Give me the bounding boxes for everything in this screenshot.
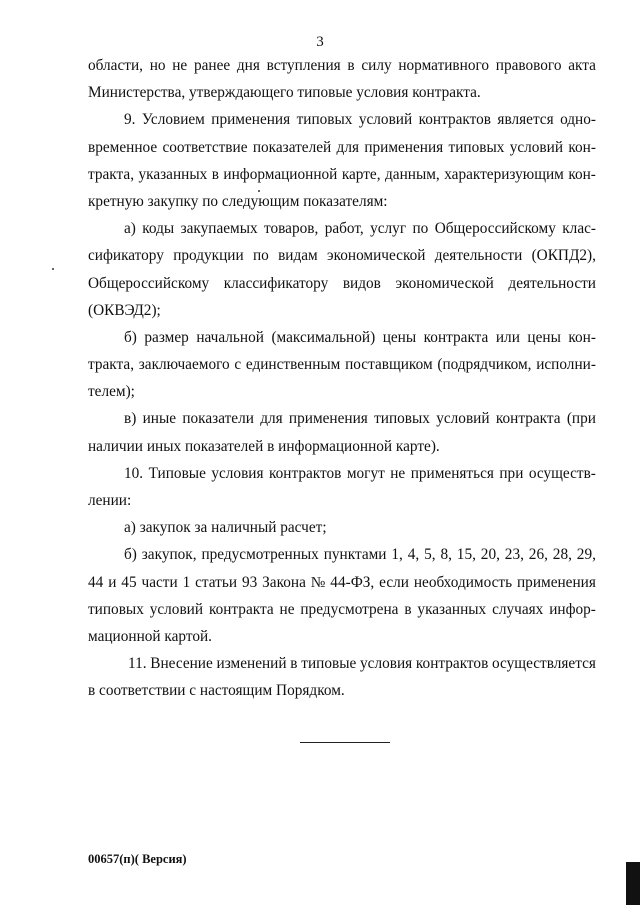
word: Условием bbox=[141, 111, 205, 129]
word: контрактов bbox=[418, 111, 491, 129]
word: Внесение bbox=[150, 655, 213, 673]
word: вступления bbox=[266, 57, 341, 74]
word: контрактов bbox=[415, 655, 489, 673]
text-line-content: (ОКВЭД2); bbox=[88, 301, 161, 319]
word: является bbox=[497, 111, 554, 129]
word: правового bbox=[495, 57, 562, 74]
word: тракта, bbox=[88, 356, 135, 374]
word: 44 bbox=[88, 573, 104, 591]
word: акта bbox=[568, 57, 596, 74]
word: нормативного bbox=[398, 57, 490, 74]
text-line bbox=[88, 215, 596, 242]
word: экономической bbox=[395, 274, 494, 292]
text-line bbox=[88, 378, 596, 405]
text-line bbox=[88, 324, 596, 351]
word: в bbox=[290, 655, 298, 673]
text-line bbox=[88, 106, 596, 133]
word: применяться bbox=[410, 464, 494, 482]
word: 15, bbox=[456, 546, 476, 564]
word: применения bbox=[211, 111, 291, 129]
word: тракта, bbox=[88, 165, 135, 183]
word: и bbox=[108, 573, 117, 591]
word: 44-ФЗ, bbox=[330, 573, 375, 591]
word: дня bbox=[236, 57, 260, 74]
page-number: 3 bbox=[316, 34, 324, 50]
word: с bbox=[234, 356, 242, 374]
text-line-content: телем); bbox=[88, 383, 135, 401]
word: или bbox=[495, 328, 520, 346]
word: 1, bbox=[391, 546, 403, 564]
text-line bbox=[88, 596, 596, 623]
word: Общероссийскому bbox=[434, 220, 556, 238]
text-line-content: Министерства, утверждающего типовые условия контракта. bbox=[88, 84, 481, 102]
word: изменений bbox=[216, 655, 287, 673]
word: в bbox=[347, 57, 355, 74]
word: по bbox=[252, 247, 269, 265]
word: типовых bbox=[88, 600, 144, 618]
word: по bbox=[412, 220, 429, 238]
word: для bbox=[336, 138, 359, 156]
word: 8, bbox=[440, 546, 452, 564]
word: (максимальной) bbox=[271, 328, 376, 346]
scan-edge-mark bbox=[626, 862, 640, 905]
word: (подрядчиком, bbox=[437, 356, 532, 374]
word: ранее bbox=[193, 57, 231, 74]
word: применения bbox=[517, 573, 596, 591]
word: условий bbox=[358, 111, 413, 129]
word: кон- bbox=[568, 138, 596, 156]
word: № bbox=[310, 573, 326, 591]
word: типовых bbox=[296, 111, 353, 129]
word: условий bbox=[509, 138, 564, 156]
document-footer-code: 00657(п)( Версия) bbox=[88, 852, 187, 866]
word: условий bbox=[436, 410, 490, 428]
word: 23, bbox=[504, 546, 524, 564]
word: применения bbox=[288, 410, 368, 428]
word: временное bbox=[88, 138, 158, 156]
word: сификатору bbox=[88, 247, 164, 265]
text-line-content: наличии иных показателей в информационной карте). bbox=[88, 437, 440, 455]
word: 4, bbox=[407, 546, 420, 564]
word: для bbox=[260, 410, 283, 428]
word: типовые bbox=[301, 655, 357, 673]
word: инфор- bbox=[549, 600, 596, 618]
text-line bbox=[88, 569, 596, 596]
text-line bbox=[88, 297, 596, 324]
word: исполни- bbox=[536, 356, 596, 374]
document-body bbox=[88, 52, 596, 705]
text-line bbox=[88, 541, 596, 568]
text-line bbox=[88, 270, 596, 297]
word: б) bbox=[124, 328, 137, 346]
word: закупок, bbox=[141, 546, 197, 564]
word: цены bbox=[382, 328, 417, 346]
word: классификатору bbox=[223, 274, 329, 292]
text-line-content: кретную закупку по следующим показателям: bbox=[88, 192, 388, 210]
scan-speck bbox=[52, 268, 54, 270]
word: услуг bbox=[370, 220, 407, 238]
word: контрактов bbox=[268, 464, 342, 482]
text-line bbox=[88, 623, 596, 650]
word: контракта bbox=[208, 600, 274, 618]
word: заключаемого bbox=[138, 356, 230, 374]
word: 9. bbox=[124, 111, 136, 129]
text-line bbox=[88, 188, 596, 215]
word: осуществляется bbox=[492, 655, 596, 673]
word: 10. bbox=[124, 464, 144, 482]
word: цены bbox=[527, 328, 561, 346]
word: б) bbox=[124, 546, 137, 564]
word: видам bbox=[278, 247, 318, 265]
word: 29, bbox=[576, 546, 596, 564]
word: Типовые bbox=[148, 464, 206, 482]
text-line bbox=[88, 79, 596, 106]
word: 11. bbox=[128, 655, 147, 673]
word: единственным bbox=[245, 356, 341, 374]
word: 5, bbox=[424, 546, 436, 564]
word: при bbox=[499, 464, 524, 482]
word: типовых bbox=[374, 410, 430, 428]
text-line bbox=[88, 460, 596, 487]
word: коды bbox=[142, 220, 175, 238]
word: Общероссийскому bbox=[88, 274, 210, 292]
word: силу bbox=[361, 57, 392, 74]
word: в bbox=[404, 600, 412, 618]
word: а) bbox=[124, 220, 136, 238]
word: в bbox=[211, 165, 219, 183]
word: 28, bbox=[552, 546, 572, 564]
end-separator-line bbox=[300, 742, 390, 743]
word: кон- bbox=[568, 165, 596, 183]
word: показатели bbox=[182, 410, 254, 428]
word: не bbox=[279, 600, 295, 618]
word: (при bbox=[566, 410, 596, 428]
text-line bbox=[88, 134, 596, 161]
word: предусмотренных bbox=[201, 546, 319, 564]
word: иные bbox=[142, 410, 177, 428]
text-line bbox=[88, 514, 596, 541]
word: контракта bbox=[495, 410, 561, 428]
text-line bbox=[88, 351, 596, 378]
word: поставщиком bbox=[345, 356, 433, 374]
text-line bbox=[88, 650, 596, 677]
word: 45 bbox=[121, 573, 137, 591]
text-line bbox=[88, 677, 596, 704]
text-line bbox=[88, 405, 596, 432]
word: но bbox=[149, 57, 166, 74]
word: применения bbox=[364, 138, 444, 156]
word: размер bbox=[144, 328, 189, 346]
word: характеризующим bbox=[444, 165, 564, 183]
word: деятельности bbox=[434, 247, 523, 265]
word: условий bbox=[149, 600, 204, 618]
word: 20, bbox=[480, 546, 500, 564]
word: необходимость bbox=[413, 573, 513, 591]
word: карте, bbox=[341, 165, 381, 183]
text-line bbox=[88, 161, 596, 188]
word: условия bbox=[360, 655, 413, 673]
word: начальной bbox=[196, 328, 264, 346]
word: данным, bbox=[385, 165, 440, 183]
word: соответствие bbox=[162, 138, 248, 156]
word: случаях bbox=[492, 600, 544, 618]
word: Закона bbox=[262, 573, 306, 591]
word: не bbox=[390, 464, 406, 482]
word: 1 bbox=[182, 573, 191, 591]
word: товаров, bbox=[264, 220, 319, 238]
word: информационной bbox=[223, 165, 338, 183]
word: кон- bbox=[568, 328, 596, 346]
word: экономической bbox=[327, 247, 426, 265]
word: контракта bbox=[423, 328, 489, 346]
word: продукции bbox=[173, 247, 244, 265]
word: статьи bbox=[195, 573, 238, 591]
word: указанных bbox=[417, 600, 487, 618]
word: пунктами bbox=[323, 546, 387, 564]
word: в) bbox=[124, 410, 137, 428]
word: указанных bbox=[138, 165, 208, 183]
word: одно- bbox=[560, 111, 596, 129]
word: части bbox=[141, 573, 178, 591]
word: клас- bbox=[562, 220, 596, 238]
word: показателей bbox=[252, 138, 332, 156]
word: типовых bbox=[448, 138, 505, 156]
text-line bbox=[88, 52, 596, 79]
word: если bbox=[379, 573, 409, 591]
text-line-content: в соответствии с настоящим Порядком. bbox=[88, 682, 345, 700]
text-line bbox=[88, 487, 596, 514]
word: условия bbox=[211, 464, 264, 482]
word: работ, bbox=[324, 220, 364, 238]
word: области, bbox=[88, 57, 143, 74]
text-line-content: лении: bbox=[88, 492, 132, 509]
text-line bbox=[88, 242, 596, 269]
text-line-content: мационной картой. bbox=[88, 627, 212, 645]
word: 93 bbox=[241, 573, 258, 591]
scan-speck bbox=[258, 190, 260, 192]
word: закупаемых bbox=[180, 220, 258, 238]
word: 26, bbox=[528, 546, 548, 564]
word: осуществ- bbox=[528, 464, 596, 482]
word: (ОКПД2), bbox=[531, 247, 596, 265]
text-line bbox=[88, 433, 596, 460]
word: могут bbox=[346, 464, 385, 482]
word: не bbox=[172, 57, 188, 74]
word: видов bbox=[342, 274, 381, 292]
word: деятельности bbox=[508, 274, 596, 292]
text-line-content: а) закупок за наличный расчет; bbox=[124, 519, 327, 537]
word: предусмотрена bbox=[300, 600, 399, 618]
